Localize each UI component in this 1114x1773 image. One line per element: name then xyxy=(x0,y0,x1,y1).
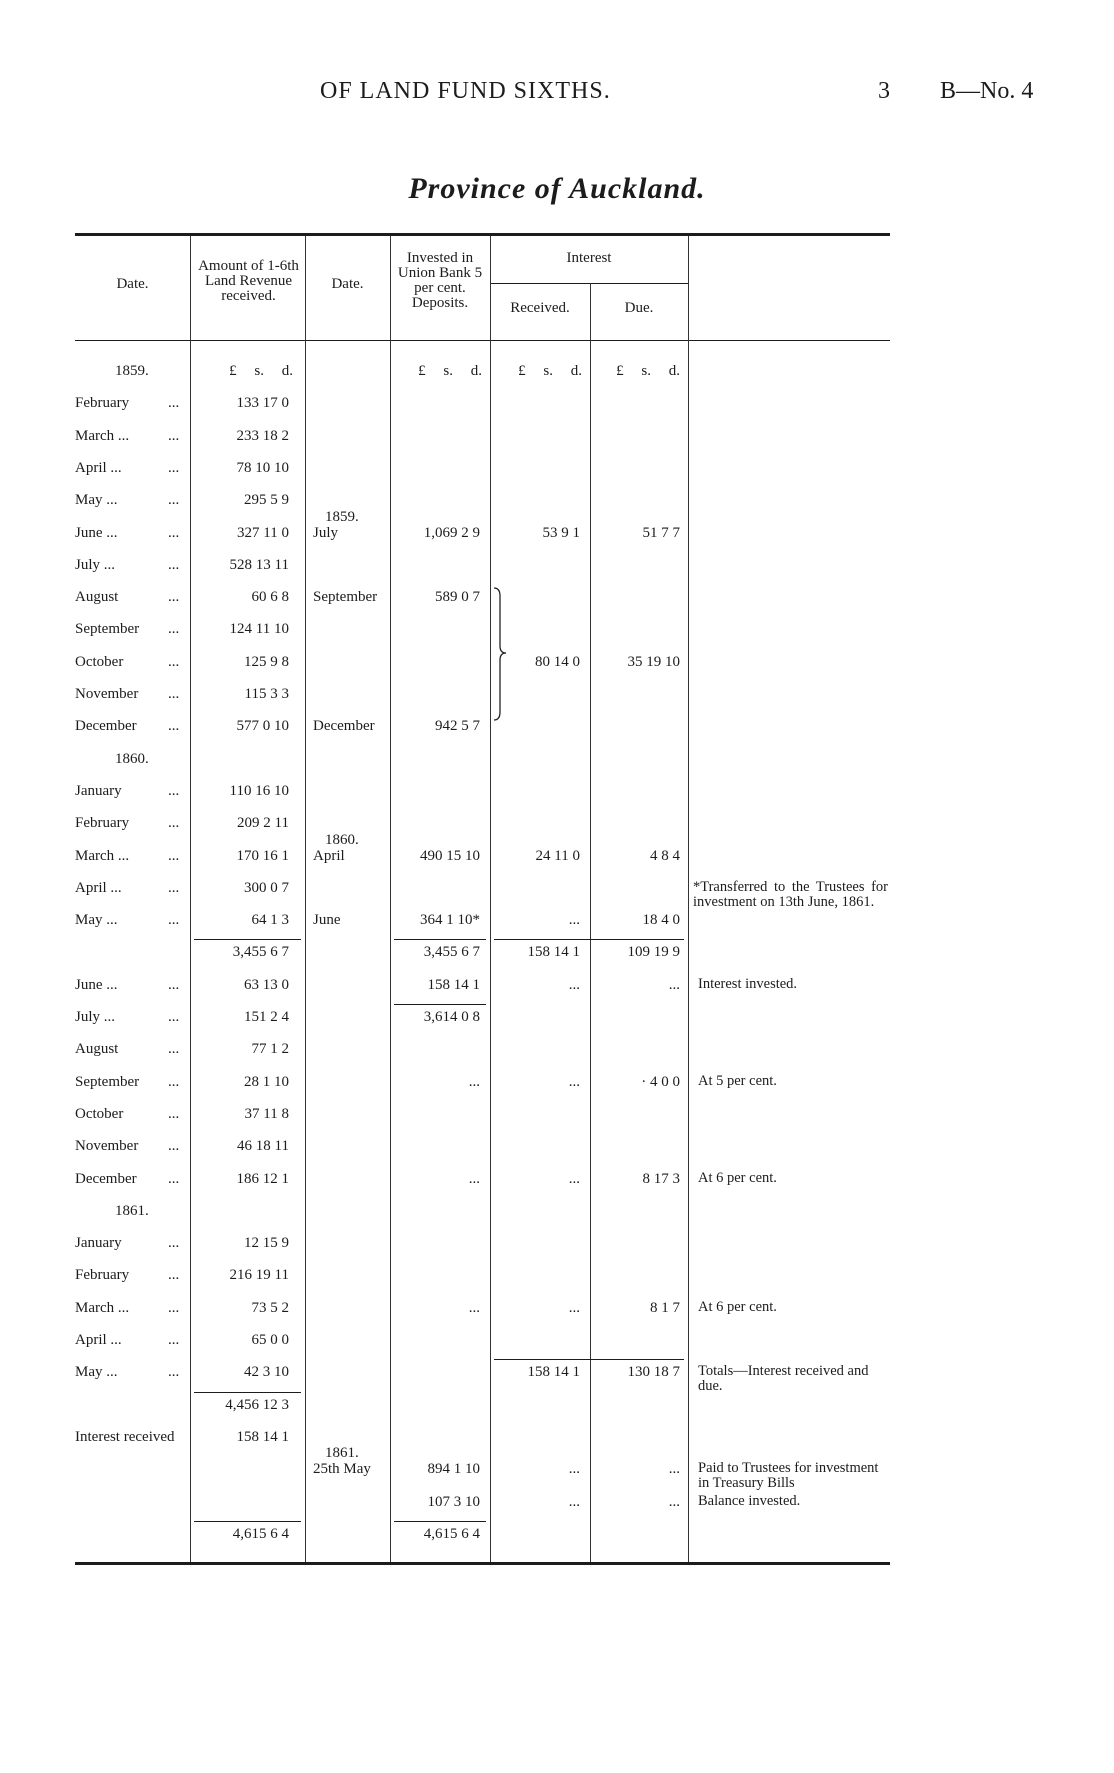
month-label: September xyxy=(75,621,140,637)
due-cell: 130 18 7 xyxy=(627,1364,680,1380)
invested-cell: 4,615 6 4 xyxy=(423,1526,480,1542)
leader-dots: ... xyxy=(168,1041,180,1057)
amount-cell: 42 3 10 xyxy=(244,1364,289,1380)
subtotal-rule xyxy=(194,939,301,940)
amount-cell: 4,615 6 4 xyxy=(232,1526,289,1542)
amount-cell: 133 17 0 xyxy=(236,395,289,411)
date-cell: September xyxy=(313,589,378,605)
leader-dots: ... xyxy=(168,460,180,476)
leader-dots: ... xyxy=(168,1171,180,1187)
invested-cell: 942 5 7 xyxy=(435,718,480,734)
footnote: *Transferred to the Trustees for investment on 13th June, 1861. xyxy=(693,879,888,910)
amount-cell: 3,455 6 7 xyxy=(232,944,289,960)
page-number: 3 xyxy=(878,78,890,104)
received-cell: ... xyxy=(568,1171,580,1187)
amount-cell: 73 5 2 xyxy=(251,1300,289,1316)
column-header-amount: Amount of 1-6th Land Revenue received. xyxy=(198,258,299,304)
date-year: 1861. xyxy=(325,1445,359,1461)
amount-cell: 216 19 11 xyxy=(229,1267,289,1283)
leader-dots: ... xyxy=(168,654,180,670)
amount-cell: 65 0 0 xyxy=(251,1332,289,1348)
received-cell: ... xyxy=(568,1074,580,1090)
amount-cell: 37 11 8 xyxy=(244,1106,289,1122)
brace-path xyxy=(494,588,506,720)
invested-cell: 107 3 10 xyxy=(427,1494,480,1510)
received-cell: 53 9 1 xyxy=(542,525,580,541)
received-cell: ... xyxy=(568,1494,580,1510)
subtotal-rule xyxy=(394,1521,486,1522)
invested-cell: ... xyxy=(468,1300,480,1316)
leader-dots: ... xyxy=(168,557,180,573)
invested-cell: 3,455 6 7 xyxy=(423,944,480,960)
year-label: 1861. xyxy=(115,1203,149,1219)
month-label: November xyxy=(75,686,139,702)
amount-cell: 115 3 3 xyxy=(244,686,289,702)
due-cell: ... xyxy=(668,1494,680,1510)
amount-cell: 12 15 9 xyxy=(244,1235,289,1251)
column-header-due: Due. xyxy=(624,300,654,316)
date-cell: December xyxy=(313,718,375,734)
amount-currency-heads: £ s. d. xyxy=(229,363,293,379)
column-header-date-2: Date. xyxy=(331,276,364,292)
amount-cell: 28 1 10 xyxy=(244,1074,289,1090)
leader-dots: ... xyxy=(168,395,180,411)
leader-dots: ... xyxy=(168,1138,180,1154)
leader-dots: ... xyxy=(168,428,180,444)
due-currency-heads: £ s. d. xyxy=(616,363,680,379)
invested-cell: ... xyxy=(468,1171,480,1187)
month-label: February xyxy=(75,815,130,831)
amount-cell: 327 11 0 xyxy=(237,525,289,541)
remark-note: Totals—Interest received and due. xyxy=(698,1363,869,1394)
leader-dots: ... xyxy=(168,1235,180,1251)
page-header-title: OF LAND FUND SIXTHS. xyxy=(320,78,611,104)
month-label: January xyxy=(75,783,122,799)
column-divider xyxy=(390,236,391,1562)
grouping-brace xyxy=(492,586,512,726)
leader-dots: ... xyxy=(168,880,180,896)
amount-cell: 295 5 9 xyxy=(244,492,289,508)
subtotal-rule xyxy=(494,939,684,940)
amount-cell: 528 13 11 xyxy=(229,557,289,573)
amount-cell: 158 14 1 xyxy=(236,1429,289,1445)
leader-dots: ... xyxy=(168,1074,180,1090)
leader-dots: ... xyxy=(168,912,180,928)
amount-cell: 64 1 3 xyxy=(251,912,289,928)
month-label: May ... xyxy=(75,1364,118,1380)
leader-dots: ... xyxy=(168,783,180,799)
column-header-received: Received. xyxy=(510,300,570,316)
month-label: March ... xyxy=(75,1300,130,1316)
month-label: May ... xyxy=(75,492,118,508)
amount-cell: 46 18 11 xyxy=(237,1138,289,1154)
due-cell: 18 4 0 xyxy=(642,912,680,928)
leader-dots: ... xyxy=(168,848,180,864)
leader-dots: ... xyxy=(168,589,180,605)
amount-cell: 4,456 12 3 xyxy=(225,1397,289,1413)
invested-cell: 364 1 10* xyxy=(420,912,480,928)
amount-cell: 125 9 8 xyxy=(244,654,289,670)
amount-cell: 77 1 2 xyxy=(251,1041,289,1057)
month-label: February xyxy=(75,1267,130,1283)
due-cell: 35 19 10 xyxy=(627,654,680,670)
leader-dots: ... xyxy=(168,1332,180,1348)
due-cell: 51 7 7 xyxy=(642,525,680,541)
remark-note: Paid to Trustees for investment in Treasury Bills xyxy=(698,1460,879,1491)
due-cell: · 4 0 0 xyxy=(641,1074,680,1090)
date-cell: July xyxy=(313,525,339,541)
header-bottom-rule xyxy=(75,340,890,341)
month-label: July ... xyxy=(75,557,116,573)
amount-cell: 170 16 1 xyxy=(236,848,289,864)
leader-dots: ... xyxy=(168,525,180,541)
invested-currency-heads: £ s. d. xyxy=(418,363,482,379)
received-cell: ... xyxy=(568,977,580,993)
document-reference: B—No. 4 xyxy=(940,78,1034,104)
interest-subheader-rule xyxy=(490,283,688,284)
table-title: Province of Auckland. xyxy=(408,172,706,205)
leader-dots: ... xyxy=(168,1009,180,1025)
month-label: September xyxy=(75,1074,140,1090)
month-label: August xyxy=(75,589,119,605)
leader-dots: ... xyxy=(168,1267,180,1283)
month-label: December xyxy=(75,718,137,734)
month-label: October xyxy=(75,654,124,670)
remark-note: Balance invested. xyxy=(698,1493,801,1509)
received-cell: 24 11 0 xyxy=(535,848,580,864)
date-cell: June xyxy=(313,912,341,928)
date-cell: April xyxy=(313,848,345,864)
month-label: April ... xyxy=(75,460,122,476)
invested-cell: 158 14 1 xyxy=(427,977,480,993)
due-cell: ... xyxy=(668,977,680,993)
invested-cell: 589 0 7 xyxy=(435,589,480,605)
year-label: 1859. xyxy=(115,363,149,379)
invested-cell: 894 1 10 xyxy=(427,1461,480,1477)
invested-cell: ... xyxy=(468,1074,480,1090)
date-year: 1860. xyxy=(325,832,359,848)
amount-cell: 124 11 10 xyxy=(229,621,289,637)
month-label: August xyxy=(75,1041,119,1057)
table-bottom-rule xyxy=(75,1562,890,1565)
received-cell: ... xyxy=(568,1461,580,1477)
month-label: July ... xyxy=(75,1009,116,1025)
invested-cell: 3,614 0 8 xyxy=(423,1009,480,1025)
column-header-date: Date. xyxy=(116,276,149,292)
remark-note: Interest invested. xyxy=(698,976,798,992)
month-label: April ... xyxy=(75,880,122,896)
amount-cell: 110 16 10 xyxy=(229,783,289,799)
month-label: June ... xyxy=(75,525,118,541)
due-cell: 109 19 9 xyxy=(627,944,680,960)
month-label: May ... xyxy=(75,912,118,928)
remark-note: At 6 per cent. xyxy=(698,1299,777,1315)
column-header-interest: Interest xyxy=(566,250,612,266)
month-label: Interest received xyxy=(75,1429,175,1445)
amount-cell: 78 10 10 xyxy=(236,460,289,476)
date-cell: 25th May xyxy=(313,1461,371,1477)
due-cell: 4 8 4 xyxy=(650,848,680,864)
received-cell: ... xyxy=(568,912,580,928)
leader-dots: ... xyxy=(168,815,180,831)
remark-note: At 5 per cent. xyxy=(698,1073,777,1089)
month-label: June ... xyxy=(75,977,118,993)
received-cell: ... xyxy=(568,1300,580,1316)
due-cell: 8 1 7 xyxy=(650,1300,680,1316)
leader-dots: ... xyxy=(168,1364,180,1380)
leader-dots: ... xyxy=(168,977,180,993)
amount-cell: 209 2 11 xyxy=(237,815,289,831)
subtotal-rule xyxy=(194,1392,301,1393)
amount-cell: 233 18 2 xyxy=(236,428,289,444)
invested-cell: 490 15 10 xyxy=(420,848,480,864)
received-cell: 158 14 1 xyxy=(527,944,580,960)
amount-cell: 60 6 8 xyxy=(251,589,289,605)
month-label: April ... xyxy=(75,1332,122,1348)
subtotal-rule xyxy=(194,1521,301,1522)
leader-dots: ... xyxy=(168,621,180,637)
month-label: February xyxy=(75,395,130,411)
date-year: 1859. xyxy=(325,509,359,525)
remark-note: At 6 per cent. xyxy=(698,1170,777,1186)
amount-cell: 151 2 4 xyxy=(244,1009,289,1025)
column-divider xyxy=(305,236,306,1562)
column-header-invested: Invested in Union Bank 5 per cent. Deposits. xyxy=(397,250,483,311)
amount-cell: 63 13 0 xyxy=(244,977,289,993)
leader-dots: ... xyxy=(168,1300,180,1316)
subtotal-rule xyxy=(494,1359,684,1360)
leader-dots: ... xyxy=(168,686,180,702)
received-cell: 80 14 0 xyxy=(535,654,580,670)
received-cell: 158 14 1 xyxy=(527,1364,580,1380)
received-currency-heads: £ s. d. xyxy=(518,363,582,379)
month-label: November xyxy=(75,1138,139,1154)
due-cell: ... xyxy=(668,1461,680,1477)
subtotal-rule xyxy=(394,1004,486,1005)
month-label: December xyxy=(75,1171,137,1187)
month-label: January xyxy=(75,1235,122,1251)
due-cell: 8 17 3 xyxy=(642,1171,680,1187)
month-label: March ... xyxy=(75,428,130,444)
table-top-rule xyxy=(75,233,890,236)
leader-dots: ... xyxy=(168,718,180,734)
amount-cell: 300 0 7 xyxy=(244,880,289,896)
year-label: 1860. xyxy=(115,751,149,767)
month-label: October xyxy=(75,1106,124,1122)
invested-cell: 1,069 2 9 xyxy=(423,525,480,541)
leader-dots: ... xyxy=(168,1106,180,1122)
amount-cell: 577 0 10 xyxy=(236,718,289,734)
amount-cell: 186 12 1 xyxy=(236,1171,289,1187)
month-label: March ... xyxy=(75,848,130,864)
subtotal-rule xyxy=(394,939,486,940)
column-divider xyxy=(688,236,689,1562)
leader-dots: ... xyxy=(168,492,180,508)
